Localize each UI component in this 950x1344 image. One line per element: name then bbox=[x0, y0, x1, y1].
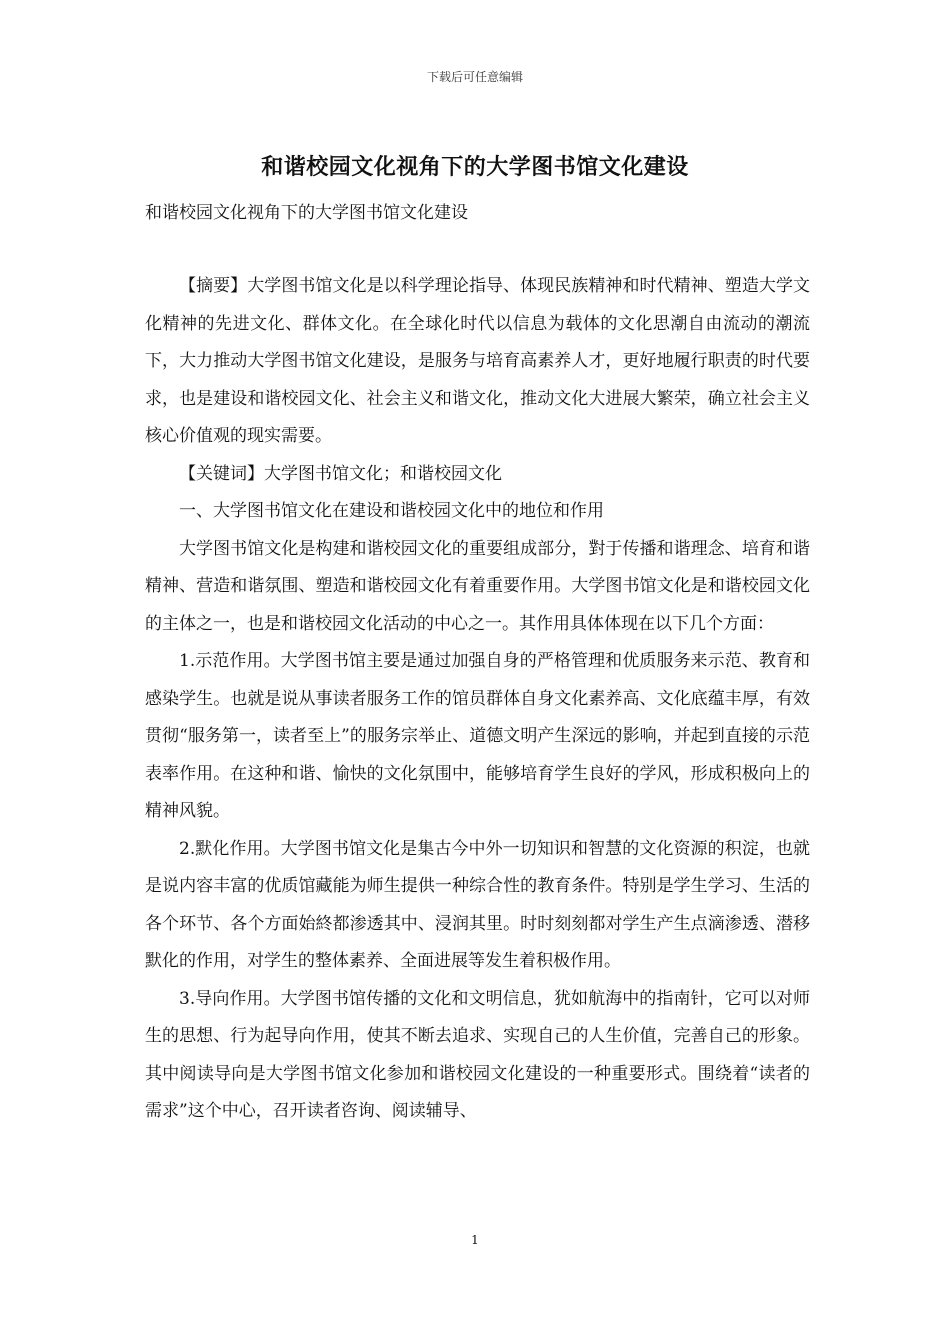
keywords-paragraph: 【关键词】大学图书馆文化；和谐校园文化 bbox=[179, 463, 502, 484]
body-paragraph: 3.导向作用。大学图书馆传播的文化和文明信息，犹如航海中的指南针，它可以对师生的思想、行为起导向作用，使其不断去追求、实现自己的人生价值，完善自己的形象。其中阅读导向是大学图书馆文化参加和谐校园文化建设的一种重要形式。围绕着“读者的需求”这个中心，召开读者咨询、阅读辅导、 bbox=[145, 988, 810, 1121]
document-subtitle: 和谐校园文化视角下的大学图书馆文化建设 bbox=[145, 203, 468, 223]
body-paragraph: 2.默化作用。大学图书馆文化是集古今中外一切知识和智慧的文化资源的积淀，也就是说内容丰富的优质馆藏能为师生提供一种综合性的教育条件。特别是学生学习、生活的各个环节、各个方面始終都渗透其中、浸润其里。时时刻刻都对学生产生点滴渗透、潜移默化的作用，对学生的整体素养、全面进展等发生着积极作用。 bbox=[145, 838, 810, 971]
document-title: 和谐校园文化视角下的大学图书馆文化建设 bbox=[261, 154, 689, 180]
abstract-paragraph: 【摘要】大学图书馆文化是以科学理论指导、体现民族精神和时代精神、塑造大学文化精神的先进文化、群体文化。在全球化时代以信息为载体的文化思潮自由流动的潮流下，大力推动大学图书馆文化建设，是服务与培育高素养人才，更好地履行职责的时代要求，也是建设和谐校园文化、社会主义和谐文化，推动文化大进展大繁荣，确立社会主义核心价值观的现实需要。 bbox=[145, 276, 810, 446]
page-number: 1 bbox=[471, 1233, 479, 1247]
body-paragraph: 1.示范作用。大学图书馆主要是通过加强自身的严格管理和优质服务来示范、教育和感染学生。也就是说从事读者服务工作的馆员群体自身文化素养高、文化底蕴丰厚，有效贯彻“服务第一，读者至上”的服务宗举止、道德文明产生深远的影响，并起到直接的示范表率作用。在这种和谐、愉快的文化氛围中，能够培育学生良好的学风，形成积极向上的精神风貌。 bbox=[145, 651, 810, 821]
document-body bbox=[145, 268, 810, 1131]
header-note: 下载后可任意编辑 bbox=[426, 70, 523, 84]
body-paragraph: 大学图书馆文化是构建和谐校园文化的重要组成部分，對于传播和谐理念、培育和谐精神、营造和谐氛围、塑造和谐校园文化有着重要作用。大学图书馆文化是和谐校园文化的主体之一，也是和谐校园文化活动的中心之一。其作用具体体现在以下几个方面： bbox=[145, 538, 810, 634]
section-heading: 一、大学图书馆文化在建设和谐校园文化中的地位和作用 bbox=[179, 501, 604, 521]
